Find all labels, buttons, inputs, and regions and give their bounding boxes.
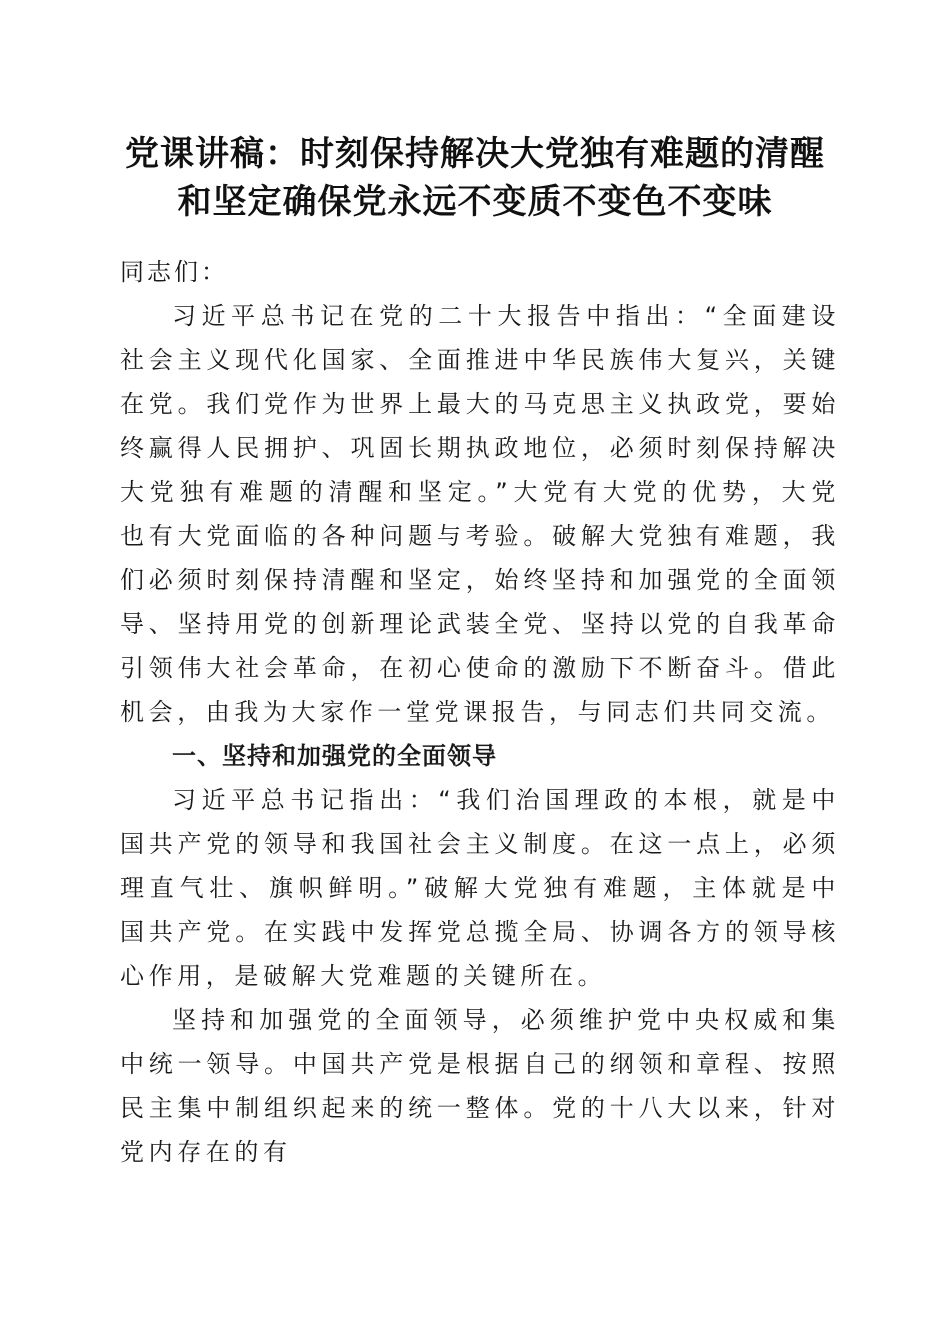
section-1-paragraph-1: 习近平总书记指出：“我们治国理政的本根，就是中国共产党的领导和我国社会主义制度。在这一点上，必须理直气壮、旗帜鲜明。”破解大党独有难题，主体就是中国共产党。在实践中发挥党总揽全局、协调各方的领导核心作用，是破解大党难题的关键所在。 xyxy=(120,786,840,990)
salutation: 同志们： xyxy=(120,258,228,286)
title-line-2: 和坚定确保党永远不变质不变色不变味 xyxy=(177,182,773,222)
document-body xyxy=(120,250,840,1174)
document-title xyxy=(100,130,850,226)
section-1-paragraph-2: 坚持和加强党的全面领导，必须维护党中央权威和集中统一领导。中国共产党是根据自己的纲领和章程、按照民主集中制组织起来的统一整体。党的十八大以来，针对党内存在的有 xyxy=(120,1006,840,1166)
section-heading-1: 一、坚持和加强党的全面领导 xyxy=(172,742,497,770)
title-line-1: 党课讲稿：时刻保持解决大党独有难题的清醒 xyxy=(125,134,825,174)
intro-paragraph: 习近平总书记在党的二十大报告中指出：“全面建设社会主义现代化国家、全面推进中华民族伟大复兴，关键在党。我们党作为世界上最大的马克思主义执政党，要始终赢得人民拥护、巩固长期执政地位，必须时刻保持解决大党独有难题的清醒和坚定。”大党有大党的优势，大党也有大党面临的各种问题与考验。破解大党独有难题，我们必须时刻保持清醒和坚定，始终坚持和加强党的全面领导、坚持用党的创新理论武装全党、坚持以党的自我革命引领伟大社会革命，在初心使命的激励下不断奋斗。借此机会，由我为大家作一堂党课报告，与同志们共同交流。 xyxy=(120,302,840,726)
